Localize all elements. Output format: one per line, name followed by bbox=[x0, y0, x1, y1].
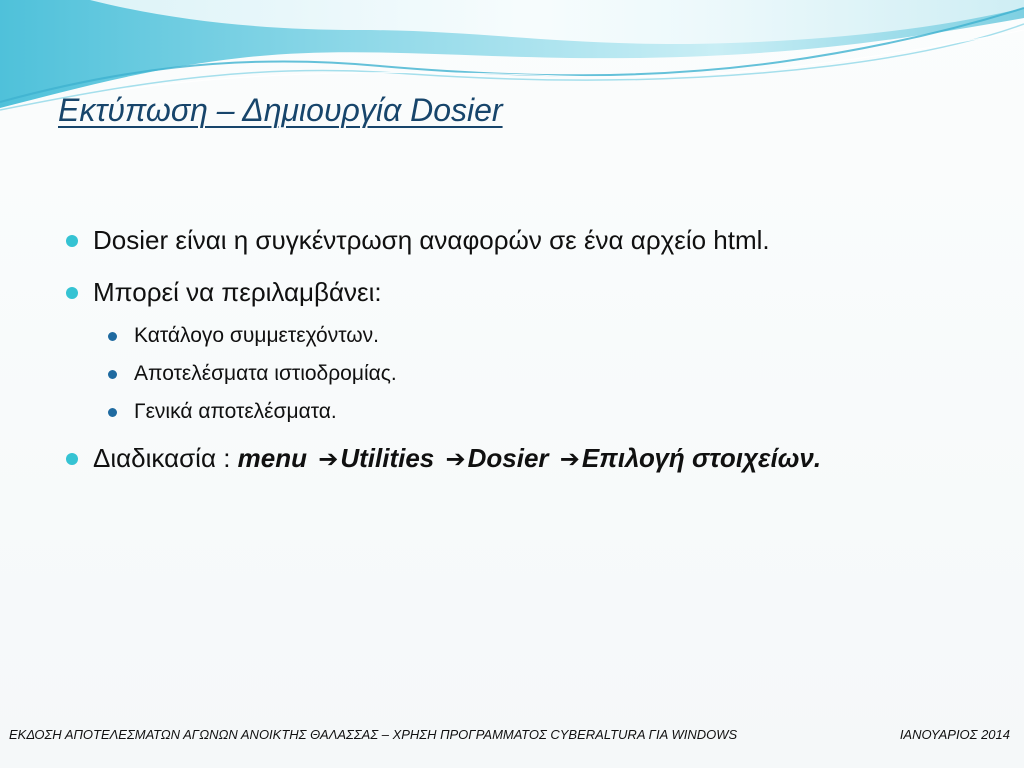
procedure-step-utilities: Utilities bbox=[340, 443, 435, 473]
sub-bullet-text: Αποτελέσματα ιστιοδρομίας. bbox=[134, 362, 397, 385]
right-arrow-icon: ➔ bbox=[318, 445, 339, 473]
bullet-dot-icon bbox=[66, 235, 78, 247]
slide-title: Εκτύπωση – Δημιουργία Dosier bbox=[58, 92, 503, 128]
sub-bullet-dot-icon bbox=[108, 408, 117, 417]
footer-title: ΕΚΔΟΣΗ ΑΠΟΤΕΛΕΣΜΑΤΩΝ ΑΓΩΝΩΝ ΑΝΟΙΚΤΗΣ ΘΑΛΑΣΣΑΣ – ΧΡΗΣΗ ΠΡΟΓΡΑΜΜΑΤΟΣ CYBERALTURA ΓΙΑ WINDOWS bbox=[9, 727, 738, 742]
bullet-dot-icon bbox=[66, 287, 78, 299]
sub-bullet-item bbox=[64, 397, 964, 427]
bullet-item bbox=[64, 220, 964, 260]
right-arrow-icon: ➔ bbox=[559, 445, 580, 473]
bullet-text: Μπορεί να περιλαμβάνει: bbox=[93, 277, 382, 307]
procedure-step-menu: menu bbox=[237, 443, 308, 473]
procedure-prefix: Διαδικασία : bbox=[93, 443, 238, 473]
sub-bullet-dot-icon bbox=[108, 370, 117, 379]
procedure-step-dosier: Dosier bbox=[467, 443, 549, 473]
footer-date: ΙΑΝΟΥΑΡΙΟΣ 2014 bbox=[899, 727, 1010, 742]
procedure-bullet bbox=[64, 438, 964, 479]
bullet-item bbox=[64, 272, 964, 312]
bullet-dot-icon bbox=[66, 453, 78, 465]
bullet-text: Dosier είναι η συγκέντρωση αναφορών σε ένα αρχείο html. bbox=[93, 225, 770, 255]
sub-bullet-dot-icon bbox=[108, 332, 117, 341]
procedure-step-selection: Επιλογή στοιχείων. bbox=[581, 443, 822, 473]
sub-bullet-text: Γενικά αποτελέσματα. bbox=[134, 400, 337, 423]
sub-bullet-item bbox=[64, 359, 964, 389]
right-arrow-icon: ➔ bbox=[445, 445, 466, 473]
slide-content bbox=[64, 220, 964, 491]
sub-bullet-item bbox=[64, 321, 964, 351]
sub-bullet-text: Κατάλογο συμμετεχόντων. bbox=[134, 324, 379, 347]
